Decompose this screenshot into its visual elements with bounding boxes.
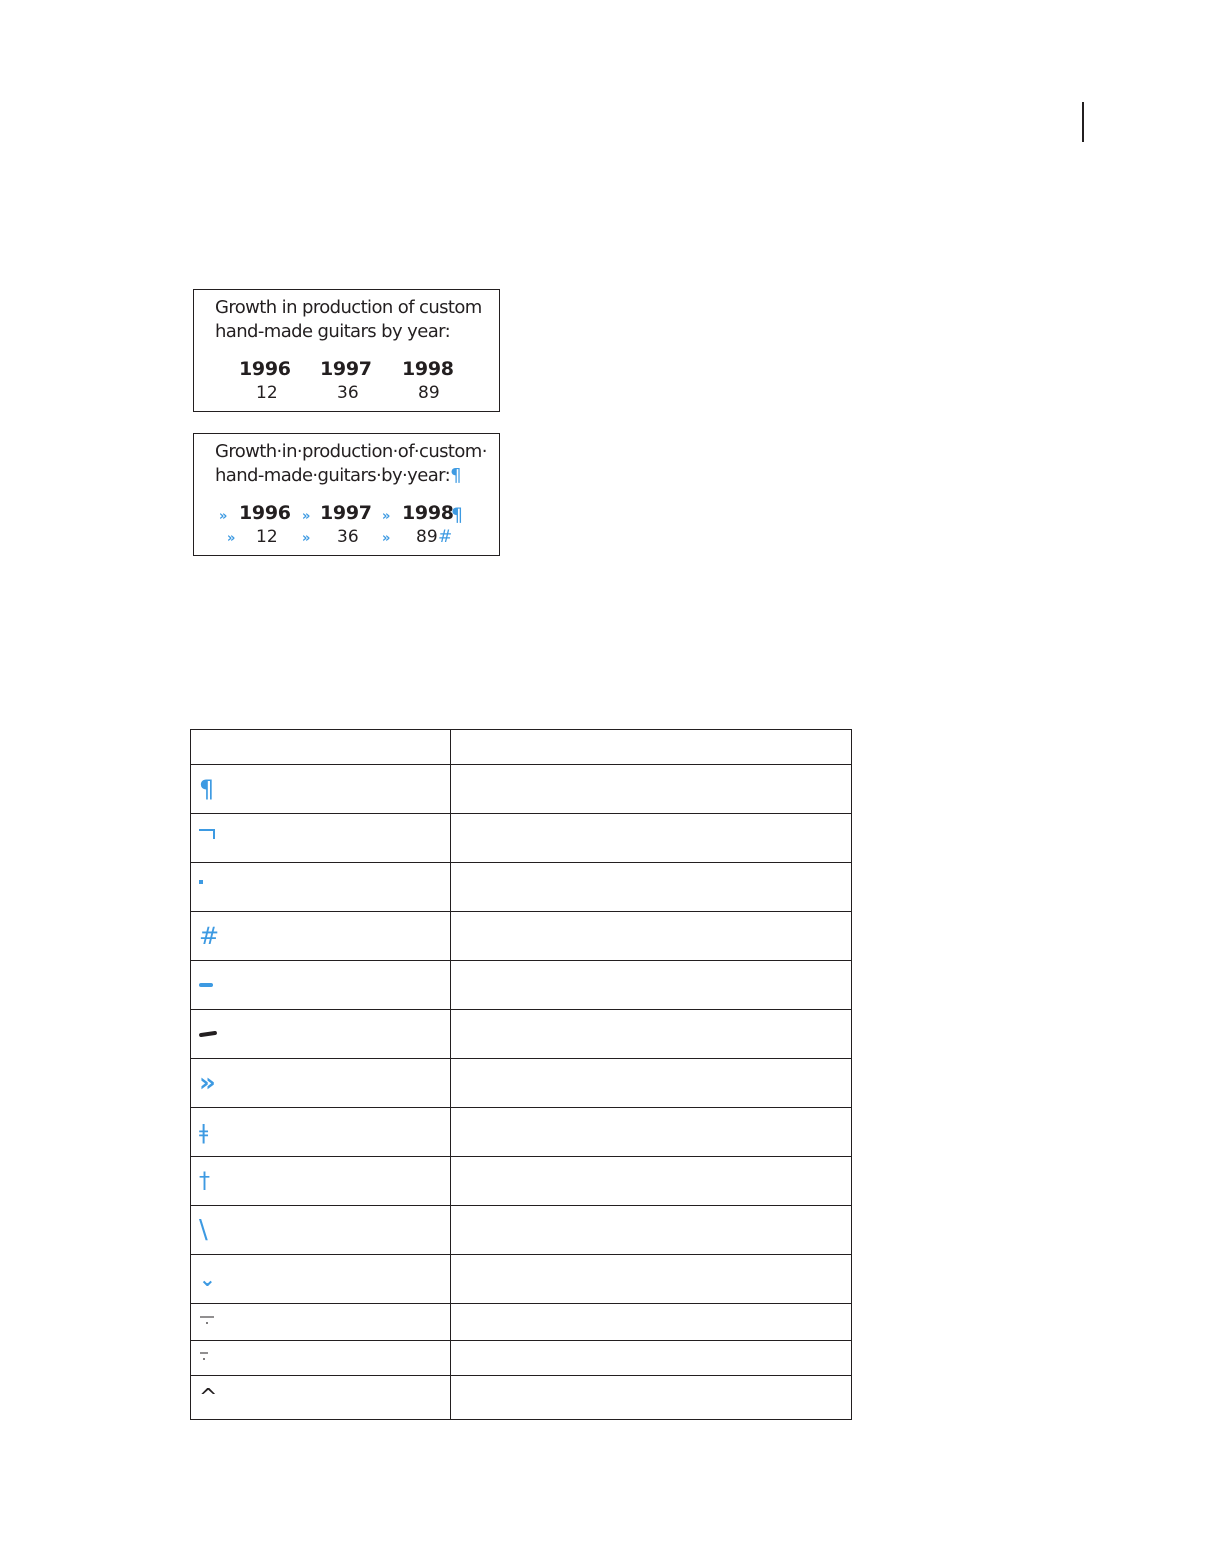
- table-row: [191, 863, 852, 912]
- tab-icon: »: [227, 531, 236, 546]
- description-cell: [451, 1010, 852, 1059]
- table-header-row: [191, 730, 852, 765]
- description-cell: [451, 1108, 852, 1157]
- count-1997: 36: [337, 527, 359, 547]
- table-row: [191, 1255, 852, 1304]
- example-line-1: Growth in production of custom: [215, 297, 482, 318]
- space-dot-icon: [199, 880, 203, 884]
- pilcrow-icon: ¶: [451, 504, 464, 526]
- table-row: [191, 1304, 852, 1341]
- year-1998: 1998: [402, 358, 454, 380]
- header-cell-character: [191, 730, 451, 765]
- header-rule: [1082, 102, 1084, 142]
- year-1997: 1997: [320, 502, 372, 524]
- description-cell: [451, 765, 852, 814]
- right-indent-tab-icon: ǂ: [199, 1120, 209, 1144]
- count-1998: 89: [418, 383, 440, 403]
- pilcrow-icon: ¶: [199, 775, 215, 803]
- table-row: [191, 814, 852, 863]
- description-cell: [451, 1376, 852, 1420]
- example-text-box-hidden-characters: [193, 433, 500, 556]
- nonjoiner-icon: ⌄: [199, 1267, 216, 1291]
- table-row: [191, 1206, 852, 1255]
- example-line-2: hand-made guitars by year:: [215, 321, 451, 342]
- count-1996: 12: [256, 383, 278, 403]
- nonbreaking-space-icon: ^: [199, 1385, 218, 1410]
- year-1996: 1996: [239, 358, 291, 380]
- year-1998: 1998: [402, 502, 454, 524]
- tab-icon: »: [382, 509, 391, 524]
- em-space-icon: [199, 1313, 215, 1327]
- table-row: [191, 1157, 852, 1206]
- description-cell: [451, 1059, 852, 1108]
- table-row: [191, 961, 852, 1010]
- table-row: [191, 912, 852, 961]
- table-row: [191, 1059, 852, 1108]
- year-1997: 1997: [320, 358, 372, 380]
- tab-icon: »: [302, 531, 311, 546]
- year-1996: 1996: [239, 502, 291, 524]
- tab-icon: »: [219, 509, 228, 524]
- count-1998: 89: [416, 527, 438, 547]
- end-of-story-icon: #: [199, 922, 220, 950]
- example-line-2-text: hand-made·guitars·by·year:: [215, 465, 451, 486]
- tab-icon: »: [302, 509, 311, 524]
- indent-to-here-icon: †: [199, 1168, 210, 1194]
- description-cell: [451, 1206, 852, 1255]
- table-row: [191, 765, 852, 814]
- end-nested-style-icon: \: [199, 1215, 208, 1245]
- description-cell: [451, 814, 852, 863]
- example-text-box: [193, 289, 500, 412]
- hidden-characters-table: [190, 729, 852, 1420]
- table-row: [191, 1010, 852, 1059]
- tab-icon: »: [382, 531, 391, 546]
- table-row: [191, 1376, 852, 1420]
- description-cell: [451, 1255, 852, 1304]
- end-of-story-icon: #: [438, 527, 453, 547]
- header-cell-description: [451, 730, 852, 765]
- table-row: [191, 1341, 852, 1376]
- forced-line-break-icon: [199, 829, 215, 839]
- example-line-1: Growth·in·production·of·custom·: [215, 441, 487, 462]
- pilcrow-icon: ¶: [450, 465, 461, 486]
- example-line-2: [215, 465, 461, 487]
- tab-icon: »: [199, 1068, 216, 1098]
- description-cell: [451, 1304, 852, 1341]
- description-cell: [451, 863, 852, 912]
- description-cell: [451, 1341, 852, 1376]
- description-cell: [451, 961, 852, 1010]
- count-1996: 12: [256, 527, 278, 547]
- nonbreaking-hyphen-icon: [199, 1031, 217, 1037]
- table-row: [191, 1108, 852, 1157]
- en-space-icon: [199, 1349, 211, 1363]
- count-1997: 36: [337, 383, 359, 403]
- hyphen-mark-icon: [199, 983, 213, 987]
- description-cell: [451, 912, 852, 961]
- description-cell: [451, 1157, 852, 1206]
